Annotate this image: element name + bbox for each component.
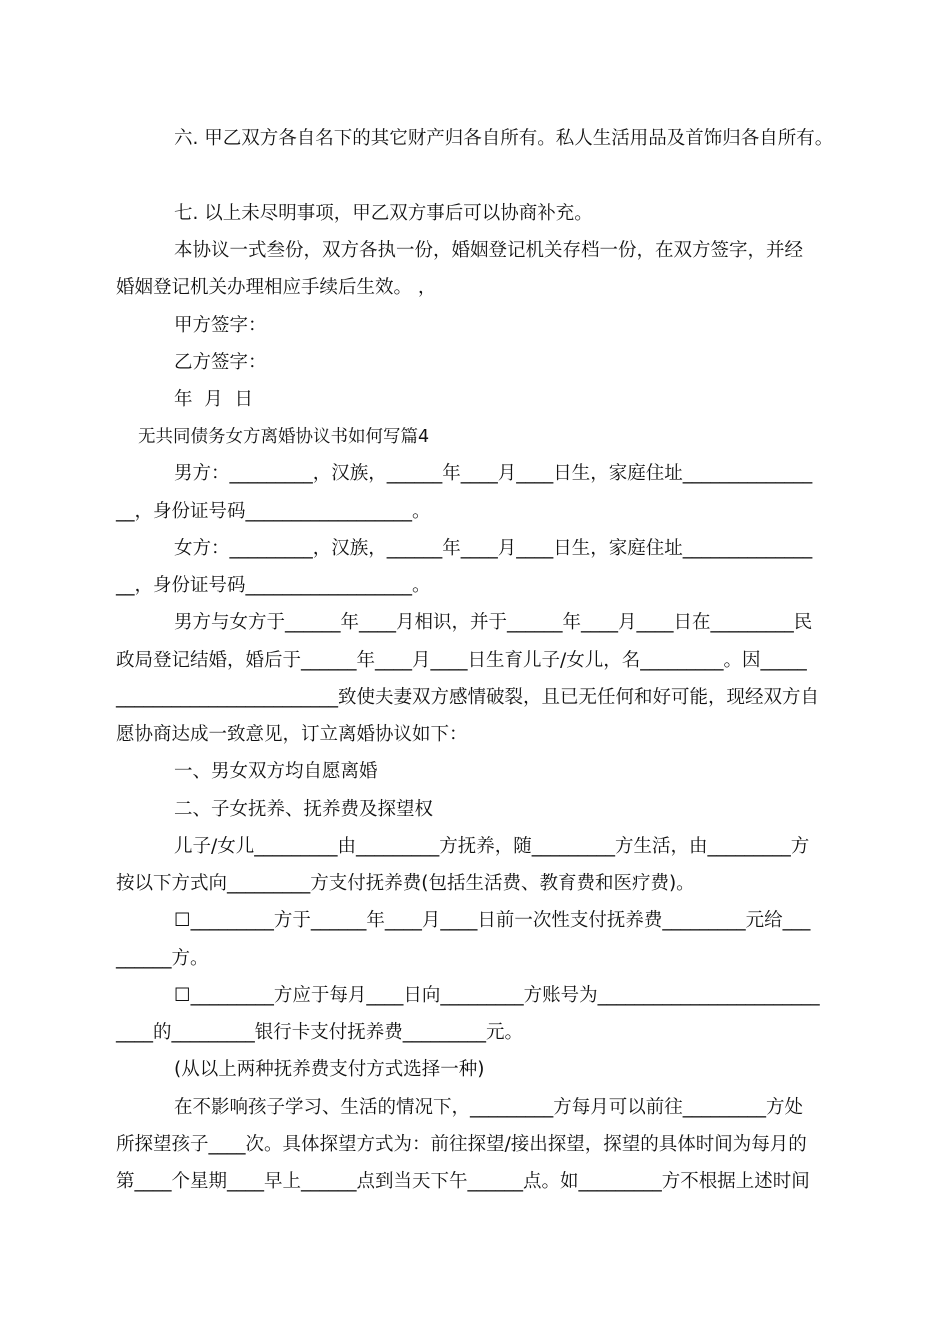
visitation-line-2: 所探望孩子____次。具体探望方式为：前往探望/接出探望，探望的具体时间为每月的 [116,1134,807,1155]
marriage-paragraph-line-3: ________________________致使夫妻双方感情破裂，且已无任何和好可能，现经双方自 [116,687,820,708]
visitation-line-3: 第____个星期____早上______点到当天下午______点。如_________方不根据上述时间 [116,1171,810,1192]
marriage-paragraph-line-2: 政局登记结婚，婚后于______年____月____日生育儿子/女儿，名_________。因_____ [116,650,807,671]
female-info-line-2: __，身份证号码__________________。 [116,575,431,596]
lump-sum-option-line-1: ☐_________方于______年____月____日前一次性支付抚养费_________元给___ [174,910,811,931]
copies-paragraph-line-2: 婚姻登记机关办理相应手续后生效。 ， [116,277,437,298]
custody-line-1: 儿子/女儿_________由_________方抚养，随_________方生活，由_________方 [174,836,810,857]
copies-paragraph-line-1: 本协议一式叁份，双方各执一份，婚姻登记机关存档一份，在双方签字，并经 [174,240,804,261]
section-title: 无共同债务女方离婚协议书如何写篇4 [138,427,430,447]
party-a-signature: 甲方签字： [174,315,267,336]
marriage-paragraph-line-1: 男方与女方于______年____月相识，并于______年____月____日在_________民 [174,612,813,633]
item-1-heading: 一、男女双方均自愿离婚 [174,761,378,782]
clause-6: 六. 甲乙双方各自名下的其它财产归各自所有。私人生活用品及首饰归各自所有。 [174,128,834,149]
monthly-option-line-2: ____的_________银行卡支付抚养费_________元。 [116,1022,524,1043]
item-2-heading: 二、子女抚养、抚养费及探望权 [174,799,434,820]
visitation-line-1: 在不影响孩子学习、生活的情况下，_________方每月可以前往_________方处 [174,1097,804,1118]
clause-7: 七. 以上未尽明事项，甲乙双方事后可以协商补充。 [174,203,593,224]
female-info-line-1: 女方：_________，汉族，______年____月____日生，家庭住址______________ [174,538,813,559]
monthly-option-line-1: ☐_________方应于每月____日向_________方账号为________________________ [174,985,820,1006]
payment-choice-note: (从以上两种抚养费支付方式选择一种) [174,1059,485,1080]
lump-sum-option-line-2: ______方。 [116,948,209,969]
date-line: 年 月 日 [174,389,254,410]
marriage-paragraph-line-4: 愿协商达成一致意见，订立离婚协议如下： [116,724,468,745]
male-info-line-1: 男方：_________，汉族，______年____月____日生，家庭住址______________ [174,463,813,484]
party-b-signature: 乙方签字： [174,352,267,373]
custody-line-2: 按以下方式向_________方支付抚养费(包括生活费、教育费和医疗费)。 [116,873,695,894]
male-info-line-2: __，身份证号码__________________。 [116,501,431,522]
